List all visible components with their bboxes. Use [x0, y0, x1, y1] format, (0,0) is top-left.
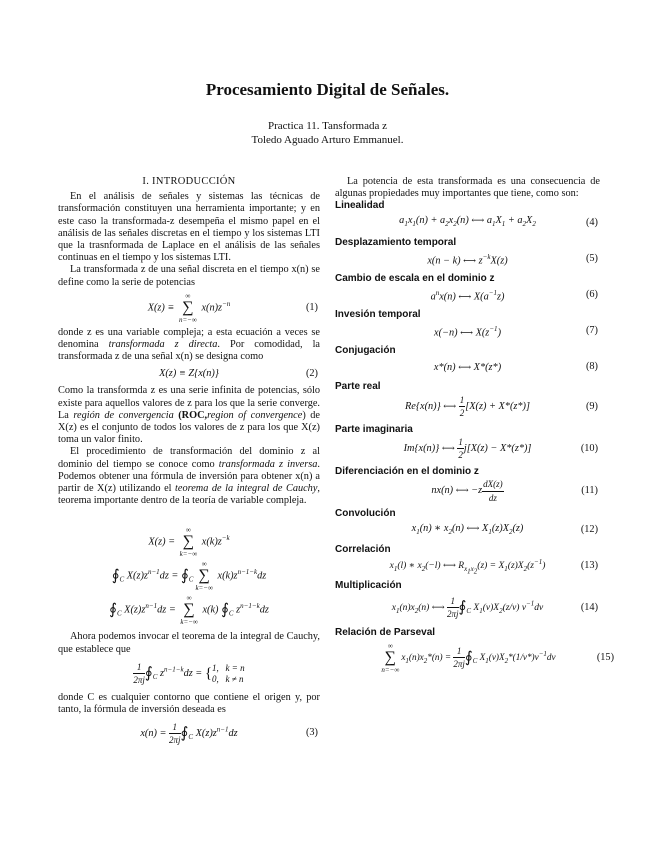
equation-13: $x_1(l)$ ∗ $x_2(-l)$ ⟷ $R_{x_1x_2}(z) = X_1(z)X_2(z^{-1})$ (13): [389, 557, 598, 576]
property-heading: Correlación: [335, 544, 391, 556]
equation-1: X(z) ≡ ∞ ∑ n=−∞ $x(n)z^{-n}$ (1): [147, 291, 318, 324]
property-heading: Desplazamiento temporal: [335, 236, 457, 248]
author-name: Toledo Aguado Arturo Emmanuel.: [251, 134, 404, 146]
equation-8: x*(n) ⟷ X*(z*) (8): [433, 361, 598, 373]
equation-12: $x_1(n)$ ∗ $x_2(n)$ ⟷ $X_1(z)X_2(z)$ (12): [411, 523, 598, 537]
property-heading: Relación de Parseval: [335, 626, 436, 638]
practice-subtitle: Practica 11. Tansformada z: [268, 120, 387, 132]
equation-number: (1): [305, 301, 318, 313]
right-intro: La potencia de esta transformada es una consecuencia de algunas propiedades muy importantes que tiene, como son:: [335, 176, 600, 200]
property-heading: Parte real: [335, 381, 381, 393]
paragraph-6: Ahora podemos invocar el teorema de la integral de Cauchy, que establece que: [58, 631, 320, 655]
equation-5: x(n − k) ⟷ $z^{-k}X(z)$ (5): [427, 252, 598, 266]
equation-11: nx(n) ⟷ −z $\frac{dX(z)}{dz}$ (11): [431, 479, 598, 503]
equation-inverse-b: $∮_C$ $X(z)z^{n-1}dz$ = $∮_C$ ∞ ∑ k=−∞ $x(k)z^{n-1-k}dz$: [111, 560, 267, 593]
section-heading: I. INTRODUCCIÓN: [142, 176, 236, 187]
property-heading: Parte imaginaria: [335, 423, 413, 435]
paragraph-4: Como la transformda z es una serie infinita de potencias, sólo existe para aquellos valores de z para los que la serie converge. La región de convergencia (ROC,region of convergence) de X(z) es el conjunto de todos los valores de z para los que X(z) toma un valor finito.: [58, 385, 320, 446]
paper-title: Procesamiento Digital de Señales.: [205, 80, 450, 99]
equation-14: $x_1(n)x_2(n)$ ⟷ $\frac{1}{2\pi j}$ $∮_C$ $X_1(v)X_2(z/v)$ $v^{-1}dv$ (14): [391, 595, 598, 620]
property-heading: Invesión temporal: [335, 309, 421, 321]
property-heading: Linealidad: [335, 200, 385, 212]
equation-inverse-a: X(z) = ∞ ∑ k=−∞ $x(k)z^{-k}$: [148, 526, 230, 559]
equation-number: (2): [305, 368, 318, 380]
property-heading: Multiplicación: [335, 580, 402, 592]
equation-7: x(−n) ⟷ $X(z^{-1})$ (7): [434, 324, 598, 339]
equation-10: Im{x(n)} ⟷ $\frac{1}{2}$ j[X(z) − X*(z*)] (10): [403, 437, 598, 461]
paragraph-1: En el análisis de señales y sistemas las técnicas de transformación constituyen una herramienta importante; y en este caso la transformada-z desempeña el mismo papel en el análisis de las señales discretas en el tiempo y los sistemas LTI que la trasnformada de Laplace en el análisis de las señales continuas en el tiempo y los sistemas LTI.: [58, 191, 320, 264]
paragraph-3: donde z es una variable compleja; a esta ecuación a veces se denomina transformada z directa. Por comodidad, la transformada z de una señal x(n) se designa como: [58, 326, 320, 363]
paragraph-5: El procedimiento de transformación del dominio z al dominio del tiempo se conoce como transformada z inversa. Podemos obtener una fórmula de inversión para obtener x(n) a partir de X(z) utilizando el teorema de la integral de Cauchy, teorema importante dentro de la teoría de variable compleja.: [58, 446, 320, 507]
equation-number: (3): [305, 727, 318, 739]
property-heading: Conjugación: [335, 345, 396, 357]
equation-3: x(n) = $\frac{1}{2\pi j}$ $∮_C$ $X(z)z^{n-1}dz$ (3): [140, 721, 318, 745]
property-heading: Convolución: [335, 508, 396, 520]
equation-2: X(z) ≡ Z{x(n)} (2): [159, 368, 318, 380]
equation-15: ∞ ∑ n=−∞ $x_1(n)x_2*(n)$ = $\frac{1}{2\pi j}$ $∮_C$ $X_1(v)X_2*(1/v*)v^{-1}dv$ (15): [381, 641, 614, 674]
paragraph-2: La transformada z de una señal discreta en el tiempo x(n) se define como la serie de potencias: [58, 264, 320, 288]
right-column: [335, 176, 614, 677]
equation-4: $a_1x_1(n) + a_2x_2(n)$ ⟷ $a_1X_1 + a_2X_2$ (4): [399, 215, 598, 229]
paragraph-7: donde C es cualquier contorno que contiene el origen y, por tanto, la fórmula de inversión deseada es: [58, 691, 320, 716]
property-heading: Cambio de escala en el dominio z: [335, 272, 495, 284]
equation-inverse-c: $∮_C$ $X(z)z^{n-1}dz$ = ∞ ∑ k=−∞ x(k) $∮_C$ $z^{n-1-k}dz$: [109, 594, 269, 627]
equation-9: Re{x(n)} ⟷ $\frac{1}{2}$ [X(z) + X*(z*)] (9): [405, 394, 598, 419]
left-column: [58, 176, 320, 750]
property-heading: Diferenciación en el dominio z: [335, 465, 479, 477]
equation-6: $a^nx(n)$ ⟷ $X(a^{-1}z)$ (6): [430, 288, 598, 303]
equation-cauchy: $\frac{1}{2\pi j}$ $∮_C$ $z^{n-1-k}dz$ = { 1, k = n 0, k ≠ n: [133, 662, 245, 686]
